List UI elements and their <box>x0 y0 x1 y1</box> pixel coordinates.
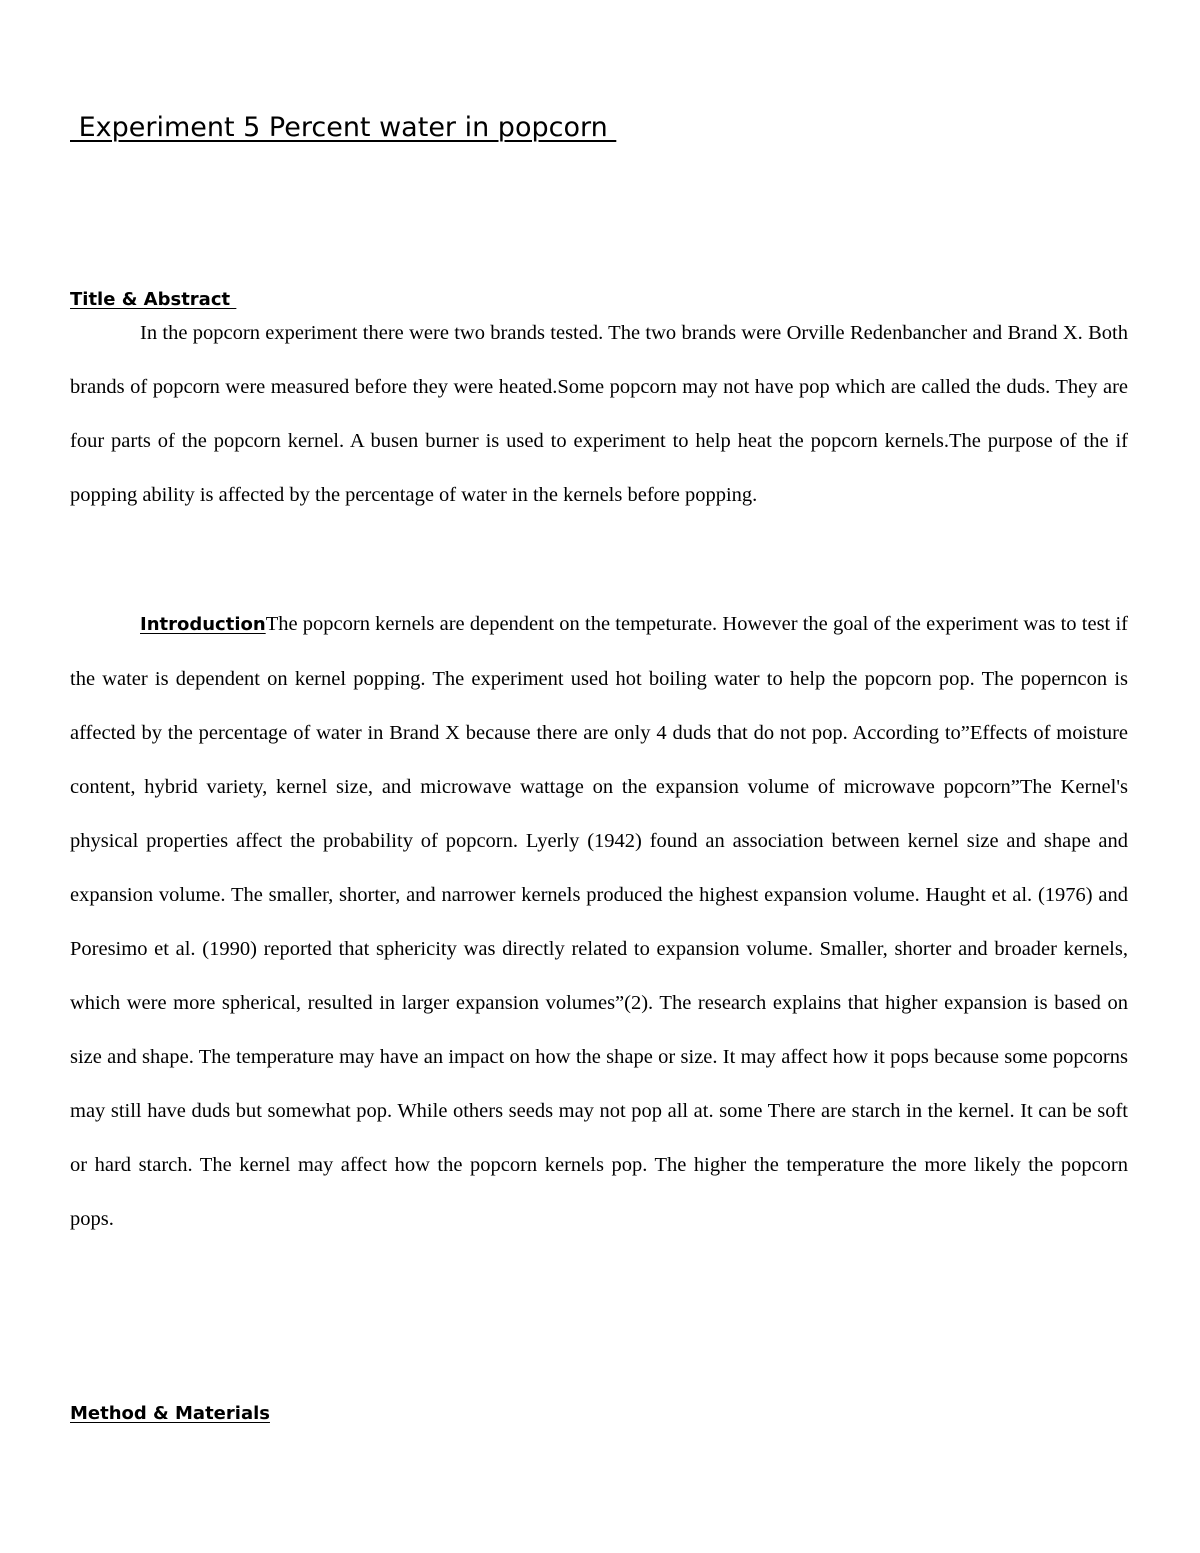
introduction-heading: Introduction <box>140 614 266 635</box>
abstract-paragraph: In the popcorn experiment there were two brands tested. The two brands were Orville Redenbancher and Brand X. Both brands of popcorn were measured before they were heated.Some popcorn may not have pop which are called the duds. They are four parts of the popcorn kernel. A busen burner is used to experiment to help heat the popcorn kernels.The purpose of the if popping ability is affected by the percentage of water in the kernels before popping. <box>70 322 1128 506</box>
introduction-paragraph <box>70 597 1128 1246</box>
abstract-heading: Title & Abstract <box>70 289 237 310</box>
methods-heading: Method & Materials <box>70 1403 270 1424</box>
document-title: Experiment 5 Percent water in popcorn <box>70 112 617 143</box>
introduction-body: The popcorn kernels are dependent on the tempeturate. However the goal of the experiment was to test if the water is dependent on kernel popping. The experiment used hot boiling water to help the popcorn pop. The poperncon is affected by the percentage of water in Brand X because there are only 4 duds that do not pop. According to”Effects of moisture content, hybrid variety, kernel size, and microwave wattage on the expansion volume of microwave popcorn”The Kernel's physical properties affect the probability of popcorn. Lyerly (1942) found an association between kernel size and shape and expansion volume. The smaller, shorter, and narrower kernels produced the highest expansion volume. Haught et al. (1976) and Poresimo et al. (1990) reported that sphericity was directly related to expansion volume. Smaller, shorter and broader kernels, which were more spherical, resulted in larger expansion volumes”(2). The research explains that higher expansion is based on size and shape. The temperature may have an impact on how the shape or size. It may affect how it pops because some popcorns may still have duds but somewhat pop. While others seeds may not pop all at. some There are starch in the kernel. It can be soft or hard starch. The kernel may affect how the popcorn kernels pop. The higher the temperature the more likely the popcorn pops. <box>70 613 1128 1230</box>
